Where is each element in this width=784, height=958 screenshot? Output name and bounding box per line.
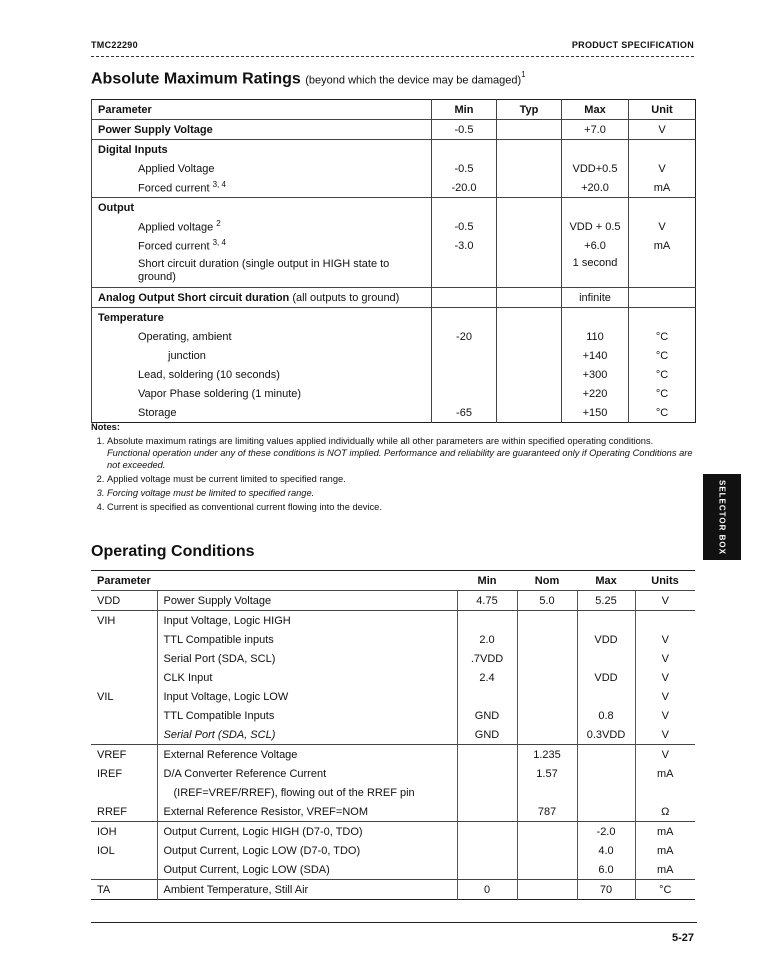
desc: (IREF=VREF/RREF), flowing out of the RREF pin <box>157 783 457 802</box>
table-row <box>92 198 696 218</box>
unit: mA <box>629 178 696 198</box>
desc: External Reference Resistor, VREF=NOM <box>157 802 457 822</box>
min: -20 <box>432 327 497 346</box>
unit: mA <box>635 764 695 783</box>
min: GND <box>457 706 517 725</box>
part-number: TMC22290 <box>91 40 138 50</box>
symbol: VIH <box>91 611 157 631</box>
max: +220 <box>562 384 629 403</box>
unit: Ω <box>635 802 695 822</box>
note-item: 2. Applied voltage must be current limited to specified range. <box>107 473 697 485</box>
desc: Power Supply Voltage <box>157 591 457 611</box>
header-label: PRODUCT SPECIFICATION <box>571 40 694 50</box>
table-row <box>91 860 695 880</box>
col-header: Max <box>577 571 635 591</box>
symbol: IOH <box>91 822 157 842</box>
desc: Ambient Temperature, Still Air <box>157 880 457 900</box>
amr-heading <box>91 70 526 88</box>
symbol: VIL <box>97 690 114 703</box>
unit: °C <box>629 365 696 384</box>
group-label: Temperature <box>92 308 432 328</box>
nom: 1.57 <box>517 764 577 783</box>
group-label: Output <box>92 198 432 218</box>
desc: Input Voltage, Logic LOW <box>157 687 457 706</box>
unit: °C <box>629 403 696 423</box>
unit: °C <box>629 327 696 346</box>
note-item: 4. Current is specified as conventional current flowing into the device. <box>107 501 697 513</box>
table-row <box>92 159 696 178</box>
table-row <box>92 217 696 236</box>
param <box>92 288 432 308</box>
param: Power Supply Voltage <box>92 120 432 140</box>
table-row <box>91 764 695 783</box>
min: .7VDD <box>457 649 517 668</box>
table-row <box>91 687 695 706</box>
desc: Output Current, Logic LOW (D7-0, TDO) <box>157 841 457 860</box>
min: -0.5 <box>432 120 497 140</box>
min: -3.0 <box>432 236 497 255</box>
desc: Output Current, Logic LOW (SDA) <box>157 860 457 880</box>
desc: CLK Input <box>157 668 457 687</box>
param: Short circuit duration (single output in HIGH state to ground) <box>92 255 432 288</box>
symbol: RREF <box>97 805 127 818</box>
desc: D/A Converter Reference Current <box>157 764 457 783</box>
table-row <box>91 611 695 631</box>
param: Operating, ambient <box>92 327 432 346</box>
desc: Serial Port (SDA, SCL) <box>157 649 457 668</box>
table-header-row <box>92 100 696 120</box>
max: infinite <box>562 288 629 308</box>
unit: V <box>635 745 695 765</box>
table-row <box>92 288 696 308</box>
unit: V <box>635 630 695 649</box>
max: VDD <box>577 668 635 687</box>
symbol: VDD <box>97 594 121 607</box>
unit: V <box>635 687 695 706</box>
symbol: IREF <box>97 767 123 780</box>
table-row <box>92 236 696 255</box>
table-header-row <box>91 571 695 591</box>
nom: 1.235 <box>517 745 577 765</box>
unit: V <box>635 591 695 611</box>
table-row <box>92 365 696 384</box>
header-rule <box>91 56 694 57</box>
max: 1 second <box>562 255 629 288</box>
table-row <box>91 630 695 649</box>
max: 0.3VDD <box>577 725 635 745</box>
table-row <box>92 308 696 328</box>
footer-rule <box>91 922 697 923</box>
desc: TTL Compatible Inputs <box>157 706 457 725</box>
param: Forced current $^{3, 4}$ <box>92 236 432 255</box>
note-item: 3. Forcing voltage must be limited to specified range. <box>107 487 697 499</box>
max: 4.0 <box>577 841 635 860</box>
unit: V <box>635 668 695 687</box>
min: -20.0 <box>432 178 497 198</box>
table-row <box>91 649 695 668</box>
col-header: Unit <box>629 100 696 120</box>
col-header: Min <box>457 571 517 591</box>
col-header: Max <box>562 100 629 120</box>
footnote-ref: 2 <box>216 219 221 229</box>
desc: Serial Port (SDA, SCL) <box>157 725 457 745</box>
unit: mA <box>635 841 695 860</box>
max: +140 <box>562 346 629 365</box>
table-row <box>91 880 695 900</box>
col-header: Parameter <box>92 100 432 120</box>
group-label: Digital Inputs <box>92 140 432 160</box>
notes <box>91 421 697 515</box>
min: 2.4 <box>457 668 517 687</box>
table-row <box>91 591 695 611</box>
unit: °C <box>635 880 695 900</box>
page-number: 5-27 <box>671 932 694 944</box>
table-row <box>92 403 696 423</box>
amr-title-note: 1 <box>521 70 526 79</box>
max: +150 <box>562 403 629 423</box>
max: VDD+0.5 <box>562 159 629 178</box>
max: 70 <box>577 880 635 900</box>
unit: V <box>629 217 696 236</box>
min: -65 <box>432 403 497 423</box>
unit: V <box>635 725 695 745</box>
table-row <box>91 668 695 687</box>
unit: mA <box>629 236 696 255</box>
max: +6.0 <box>562 236 629 255</box>
footnote-ref: 3, 4 <box>212 238 226 248</box>
max: 110 <box>562 327 629 346</box>
table-row <box>92 346 696 365</box>
unit: °C <box>629 384 696 403</box>
note-item: 1. Absolute maximum ratings are limiting values applied individually while all other parameters are within specified operating conditions. Functional operation under any of these conditions is NOT implied. Performance and reliability are guaranteed only if Operating Conditions are not exceeded. <box>107 435 697 471</box>
max: 0.8 <box>577 706 635 725</box>
max: VDD <box>577 630 635 649</box>
unit: °C <box>629 346 696 365</box>
table-row <box>92 120 696 140</box>
param: Forced current $^{3, 4}$ <box>92 178 432 198</box>
max: -2.0 <box>577 822 635 842</box>
max: +300 <box>562 365 629 384</box>
param: Applied Voltage <box>92 159 432 178</box>
min: 0 <box>457 880 517 900</box>
max: +20.0 <box>562 178 629 198</box>
operating-conditions-table <box>91 570 695 900</box>
unit: V <box>629 159 696 178</box>
unit: V <box>635 706 695 725</box>
param: Storage <box>92 403 432 423</box>
table-row <box>92 178 696 198</box>
table-row <box>92 327 696 346</box>
table-row <box>91 783 695 802</box>
nom: 787 <box>517 802 577 822</box>
absolute-maximum-ratings-table <box>91 99 696 423</box>
table-row <box>91 822 695 842</box>
table-row <box>92 255 696 288</box>
min: 2.0 <box>457 630 517 649</box>
table-row <box>91 802 695 822</box>
desc: External Reference Voltage <box>157 745 457 765</box>
col-header: Typ <box>497 100 562 120</box>
col-header: Parameter <box>91 571 457 591</box>
unit: mA <box>635 822 695 842</box>
desc: TTL Compatible inputs <box>157 630 457 649</box>
param: Applied voltage $^2$ <box>92 217 432 236</box>
table-row <box>91 841 695 860</box>
col-header: Units <box>635 571 695 591</box>
symbol: TA <box>91 880 157 900</box>
table-row <box>91 706 695 725</box>
max: +7.0 <box>562 120 629 140</box>
nom: 5.0 <box>517 591 577 611</box>
footnote-ref: 3, 4 <box>212 180 226 190</box>
col-header: Nom <box>517 571 577 591</box>
notes-heading: Notes: <box>91 422 120 432</box>
unit: mA <box>635 860 695 880</box>
desc: Output Current, Logic HIGH (D7-0, TDO) <box>157 822 457 842</box>
max: 6.0 <box>577 860 635 880</box>
table-row <box>92 384 696 403</box>
oc-title: Operating Conditions <box>91 543 255 560</box>
typ <box>497 120 562 140</box>
col-header: Min <box>432 100 497 120</box>
unit: V <box>629 120 696 140</box>
symbol: VREF <box>91 745 157 765</box>
section-side-tab: SELECTOR BOX <box>703 474 741 560</box>
min: -0.5 <box>432 217 497 236</box>
desc: Input Voltage, Logic HIGH <box>157 611 457 631</box>
max: VDD + 0.5 <box>562 217 629 236</box>
amr-title: Absolute Maximum Ratings <box>91 70 301 88</box>
symbol: IOL <box>97 844 115 857</box>
min: GND <box>457 725 517 745</box>
param: Vapor Phase soldering (1 minute) <box>92 384 432 403</box>
unit: V <box>635 649 695 668</box>
max: 5.25 <box>577 591 635 611</box>
table-row <box>91 745 695 765</box>
table-row <box>92 140 696 160</box>
param: Lead, soldering (10 seconds) <box>92 365 432 384</box>
param: junction <box>92 346 432 365</box>
min: -0.5 <box>432 159 497 178</box>
min: 4.75 <box>457 591 517 611</box>
param-rest: (all outputs to ground) <box>292 291 400 304</box>
table-row <box>91 725 695 745</box>
amr-subtitle: (beyond which the device may be damaged) <box>305 74 522 87</box>
param-bold: Analog Output Short circuit duration <box>98 291 290 304</box>
